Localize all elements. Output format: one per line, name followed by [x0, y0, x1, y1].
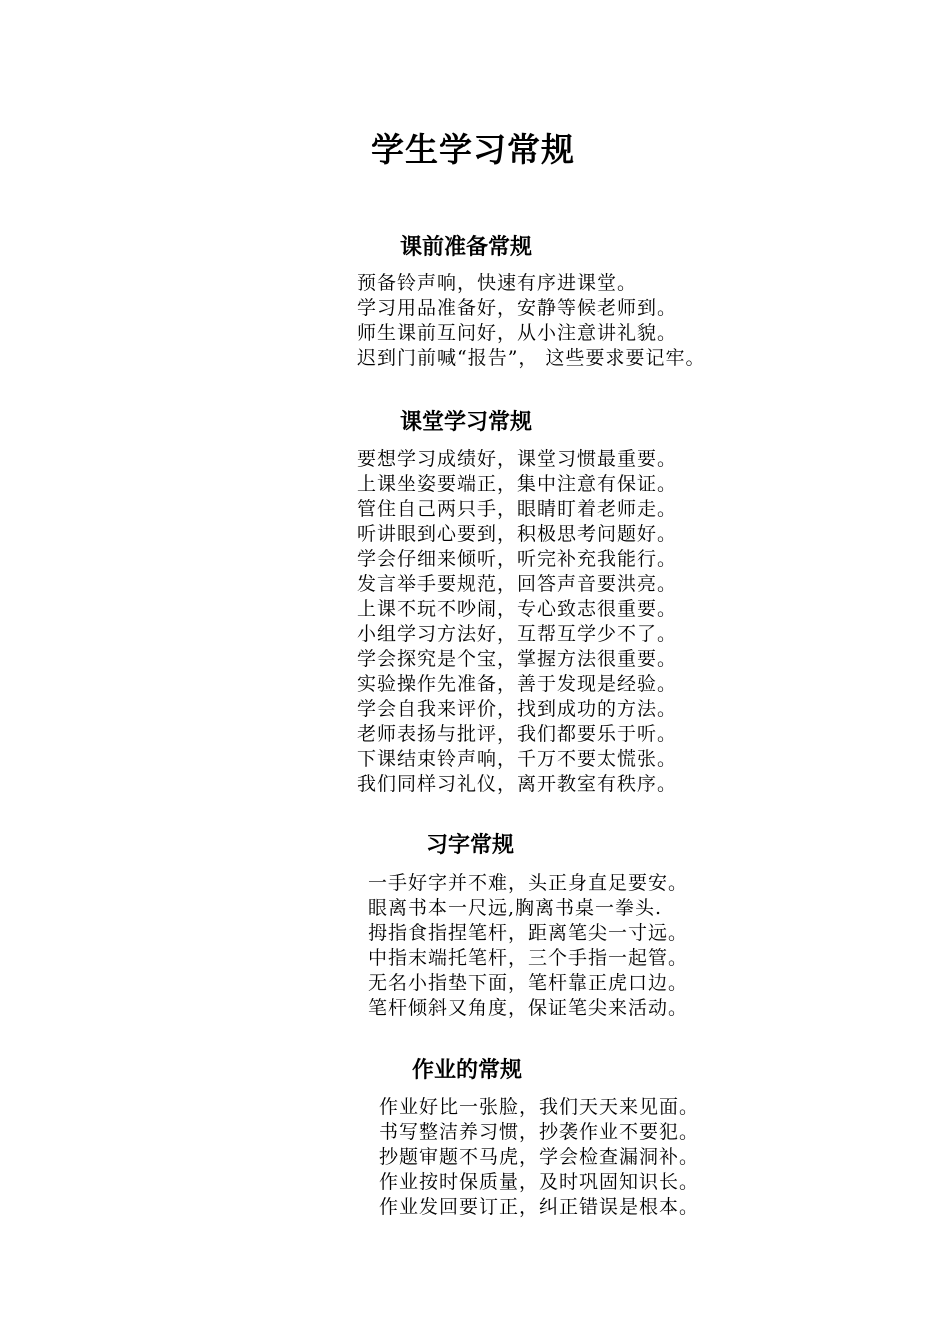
section-heading: 作业的常规	[412, 1058, 523, 1083]
rule-line: 拇指食指捏笔杆，距离笔尖一寸远。	[368, 922, 689, 944]
rule-line: 迟到门前喊“报告”， 这些要求要记牢。	[357, 347, 706, 369]
rule-line: 上课不玩不吵闹，专心致志很重要。	[357, 598, 678, 620]
rule-list	[357, 271, 705, 371]
rule-line: 学习用品准备好，安静等候老师到。	[357, 297, 678, 319]
rule-line: 一手好字并不难，头正身直足要安。	[368, 872, 689, 894]
rule-line: 学会自我来评价，找到成功的方法。	[357, 698, 678, 720]
rule-line: 学会仔细来倾听，听完补充我能行。	[357, 548, 678, 570]
rule-line: 实验操作先准备，善于发现是经验。	[357, 673, 678, 695]
rule-line: 要想学习成绩好，课堂习惯最重要。	[357, 448, 678, 470]
section-heading: 课堂学习常规	[400, 410, 533, 435]
rule-line: 抄题审题不马虎，学会检查漏洞补。	[379, 1146, 700, 1168]
rule-line: 师生课前互问好，从小注意讲礼貌。	[357, 322, 678, 344]
rule-list	[368, 871, 688, 1021]
rule-line: 管住自己两只手，眼睛盯着老师走。	[357, 498, 678, 520]
rule-line: 老师表扬与批评，我们都要乐于听。	[357, 723, 678, 745]
rule-line: 中指末端托笔杆，三个手指一起管。	[368, 947, 689, 969]
rule-line: 眼离书本一尺远,胸离书桌一拳头.	[368, 897, 663, 919]
rule-line: 发言举手要规范，回答声音要洪亮。	[357, 573, 678, 595]
rule-line: 我们同样习礼仪，离开教室有秩序。	[357, 773, 678, 795]
rule-line: 作业发回要订正，纠正错误是根本。	[379, 1196, 700, 1218]
rule-line: 笔杆倾斜又角度，保证笔尖来活动。	[368, 997, 689, 1019]
rule-line: 听讲眼到心要到，积极思考问题好。	[357, 523, 678, 545]
page-title: 学生学习常规	[371, 130, 575, 169]
section-heading: 课前准备常规	[400, 235, 533, 260]
rule-line: 书写整洁养习惯，抄袭作业不要犯。	[379, 1121, 700, 1143]
rule-line: 作业按时保质量，及时巩固知识长。	[379, 1171, 700, 1193]
rule-line: 无名小指垫下面，笔杆靠正虎口边。	[368, 972, 689, 994]
rule-line: 上课坐姿要端正，集中注意有保证。	[357, 473, 678, 495]
rule-line: 预备铃声响，快速有序进课堂。	[357, 272, 638, 294]
rule-list	[357, 447, 677, 797]
rule-line: 小组学习方法好，互帮互学少不了。	[357, 623, 678, 645]
rule-line: 下课结束铃声响，千万不要太慌张。	[357, 748, 678, 770]
rule-line: 作业好比一张脸，我们天天来见面。	[379, 1096, 700, 1118]
rule-line: 学会探究是个宝，掌握方法很重要。	[357, 648, 678, 670]
rule-list	[379, 1095, 699, 1220]
section-heading: 习字常规	[426, 833, 515, 858]
